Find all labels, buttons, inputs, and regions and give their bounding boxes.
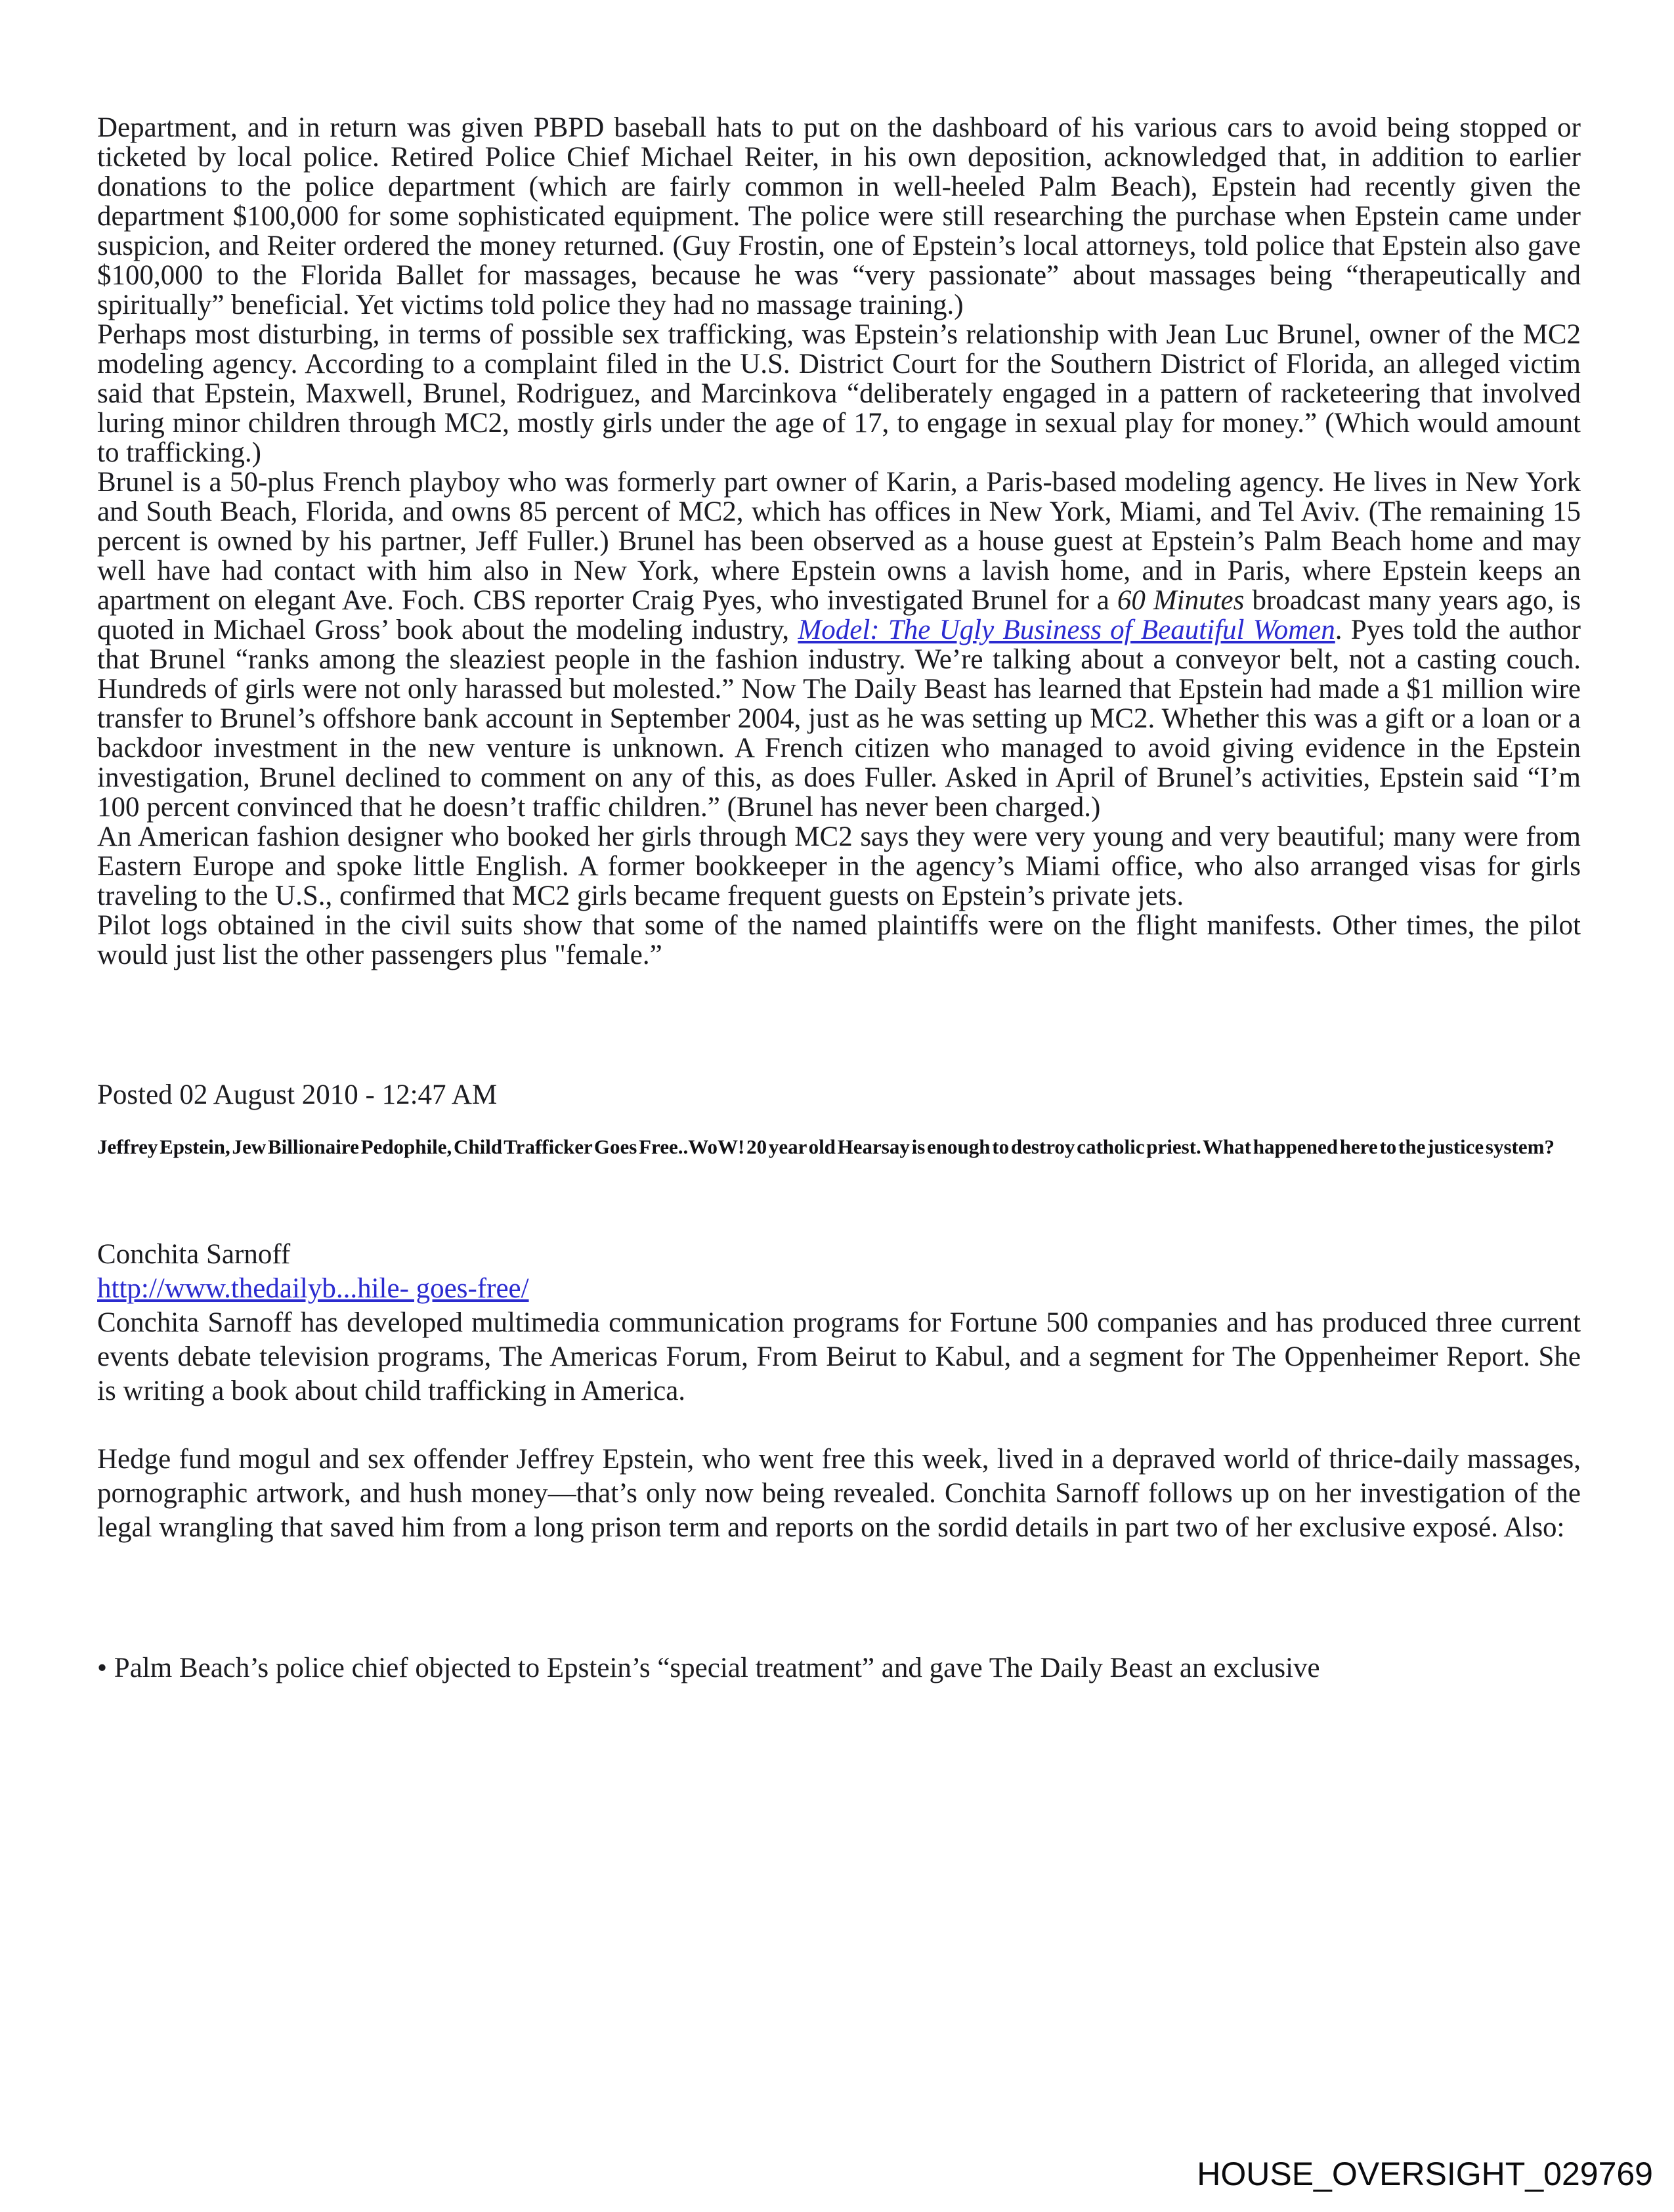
model-book-link[interactable]: Model: The Ugly Business of Beautiful Women: [798, 615, 1335, 645]
sixty-minutes-title: 60 Minutes: [1117, 585, 1245, 616]
paragraph-police-donations: Department, and in return was given PBPD baseball hats to put on the dashboard of his various cars to avoid being stopped or ticketed by local police. Retired Police Chief Michael Reiter, in his own deposition, acknowledged that, in addition to earlier donations to the police department (which are fairly common in well-heeled Palm Beach), Epstein had recently given the department $100,000 for some sophisticated equipment. The police were still researching the purchase when Epstein came under suspicion, and Reiter ordered the money returned. (Guy Frostin, one of Epstein’s local attorneys, told police that Epstein also gave $100,000 to the Florida Ballet for massages, because he was “very passionate” about massages being “therapeutically and spiritually” beneficial. Yet victims told police they had no massage training.): [97, 112, 1581, 320]
author-bio: Conchita Sarnoff has developed multimedia communication programs for Fortune 500 companies and has produced three current events debate television programs, The Americas Forum, From Beirut to Kabul, and a segment for The Oppenheimer Report. She is writing a book about child trafficking in America.: [97, 1307, 1581, 1406]
posted-timestamp: Posted 02 August 2010 - 12:47 AM: [97, 1079, 498, 1110]
paragraph-brunel-profile-text-3: . Pyes told the author that Brunel “ranks among the sleaziest people in the fashion industry. We’re talking about a conveyor belt, not a casting couch. Hundreds of girls were not only harassed but molested.” Now The Daily Beast has learned that Epstein had made a $1 million wire transfer to Brunel’s offshore bank account in September 2004, just as he was setting up MC2. Whether this was a gift or a loan or a backdoor investment in the new venture is unknown. A French citizen who managed to avoid giving evidence in the Epstein investigation, Brunel declined to comment on any of this, as does Fuller. Asked in April of Brunel’s activities, Epstein said “I’m 100 percent convinced that he doesn’t traffic children.” (Brunel has never been charged.): [97, 615, 1581, 823]
article-url-line: [97, 1272, 1581, 1306]
bates-number: HOUSE_OVERSIGHT_029769: [1197, 2156, 1653, 2192]
paragraph-fashion-designer: An American fashion designer who booked her girls through MC2 says they were very young and very beautiful; many were from Eastern Europe and spoke little English. A former bookkeeper in the agency’s Miami office, who also arranged visas for girls traveling to the U.S., confirmed that MC2 girls became frequent guests on Epstein’s private jets.: [97, 821, 1581, 911]
paragraph-pilot-logs: Pilot logs obtained in the civil suits show that some of the named plaintiffs were on the flight manifests. Other times, the pilot would just list the other passengers plus "female.”: [97, 910, 1581, 970]
paragraph-brunel-profile: [97, 467, 1581, 822]
paragraph-brunel-complaint: Perhaps most disturbing, in terms of possible sex trafficking, was Epstein’s relationship with Jean Luc Brunel, owner of the MC2 modeling agency. According to a complaint filed in the U.S. District Court for the Southern District of Florida, an alleged victim said that Epstein, Maxwell, Brunel, Rodriguez, and Marcinkova “deliberately engaged in a pattern of racketeering that involved luring minor children through MC2, mostly girls under the age of 17, to engage in sexual play for money.” (Which would amount to trafficking.): [97, 319, 1581, 468]
author-name: Conchita Sarnoff: [97, 1239, 291, 1270]
thread-title: Jeffrey Epstein, Jew Billionaire Pedophile, Child Trafficker Goes Free..WoW! 20 year old Hearsay is enough to destroy catholic priest. What happened here to the justice system?: [97, 1135, 1555, 1158]
document-body: [97, 113, 1581, 1685]
paragraph-brunel-profile-text-1: Brunel is a 50-plus French playboy who was formerly part owner of Karin, a Paris-based modeling agency. He lives in New York and South Beach, Florida, and owns 85 percent of MC2, which has offices in New York, Miami, and Tel Aviv. (The remaining 15 percent is owned by his partner, Jeff Fuller.) Brunel has been observed as a house guest at Epstein’s Palm Beach home and may well have had contact with him also in New York, where Epstein owns a lavish home, and in Paris, where Epstein keeps an apartment on elegant Ave. Foch. CBS reporter Craig Pyes, who investigated Brunel for a: [97, 467, 1581, 616]
bullet-item-police-chief: • Palm Beach’s police chief objected to Epstein’s “special treatment” and gave The Daily Beast an exclusive: [97, 1653, 1320, 1683]
paragraph-brunel-profile-text-2: broadcast many years ago, is quoted in Michael Gross’ book about the modeling industry,: [97, 585, 1581, 645]
article-teaser: Hedge fund mogul and sex offender Jeffrey Epstein, who went free this week, lived in a depraved world of thrice-daily massages, pornographic artwork, and hush money—that’s only now being revealed. Conchita Sarnoff follows up on her investigation of the legal wrangling that saved him from a long prison term and reports on the sordid details in part two of her exclusive exposé. Also:: [97, 1444, 1581, 1543]
dailybeast-url-link[interactable]: http://www.thedailyb...hile- goes-free/: [97, 1273, 529, 1304]
